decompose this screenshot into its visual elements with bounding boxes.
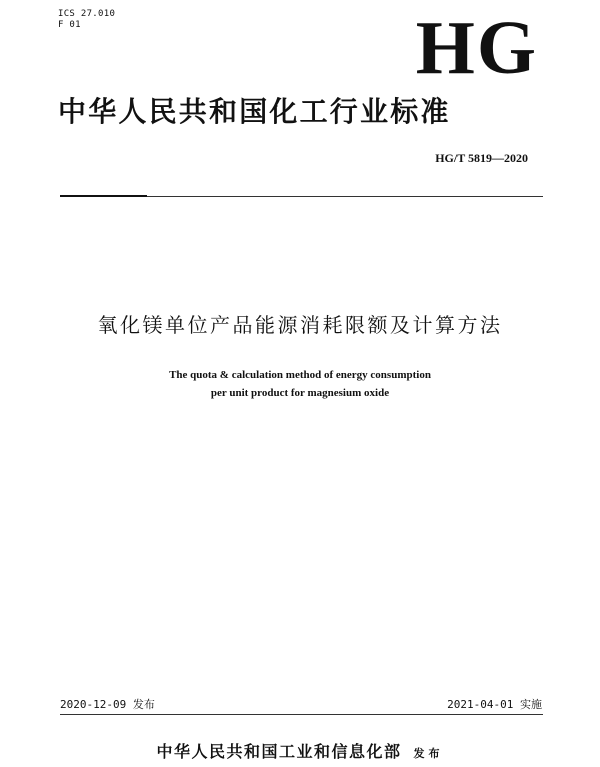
classification-codes (58, 9, 115, 31)
title-en-line-1: The quota & calculation method of energy consumption (169, 369, 431, 381)
footer-rule (60, 714, 543, 715)
ics-code: ICS 27.010 (58, 9, 116, 19)
title-en-line-2: per unit product for magnesium oxide (210, 387, 390, 399)
standard-mark: HG (415, 6, 538, 90)
publisher-line (0, 741, 600, 765)
ccs-code: F 01 (58, 20, 81, 30)
document-title-cn: 氧化镁单位产品能源消耗限额及计算方法 (97, 313, 503, 337)
document-title-en (0, 366, 600, 402)
header-rule-thin (147, 196, 543, 197)
publisher-action: 发布 (413, 747, 444, 760)
issue-date: 2020-12-09 发布 (60, 698, 155, 711)
standard-number: HG/T 5819—2020 (435, 151, 528, 165)
publisher-organization: 中华人民共和国工业和信息化部 (156, 742, 402, 761)
standard-category-title: 中华人民共和国化工行业标准 (58, 95, 451, 128)
header-rule-thick (60, 195, 147, 197)
implementation-date: 2021-04-01 实施 (447, 698, 542, 711)
